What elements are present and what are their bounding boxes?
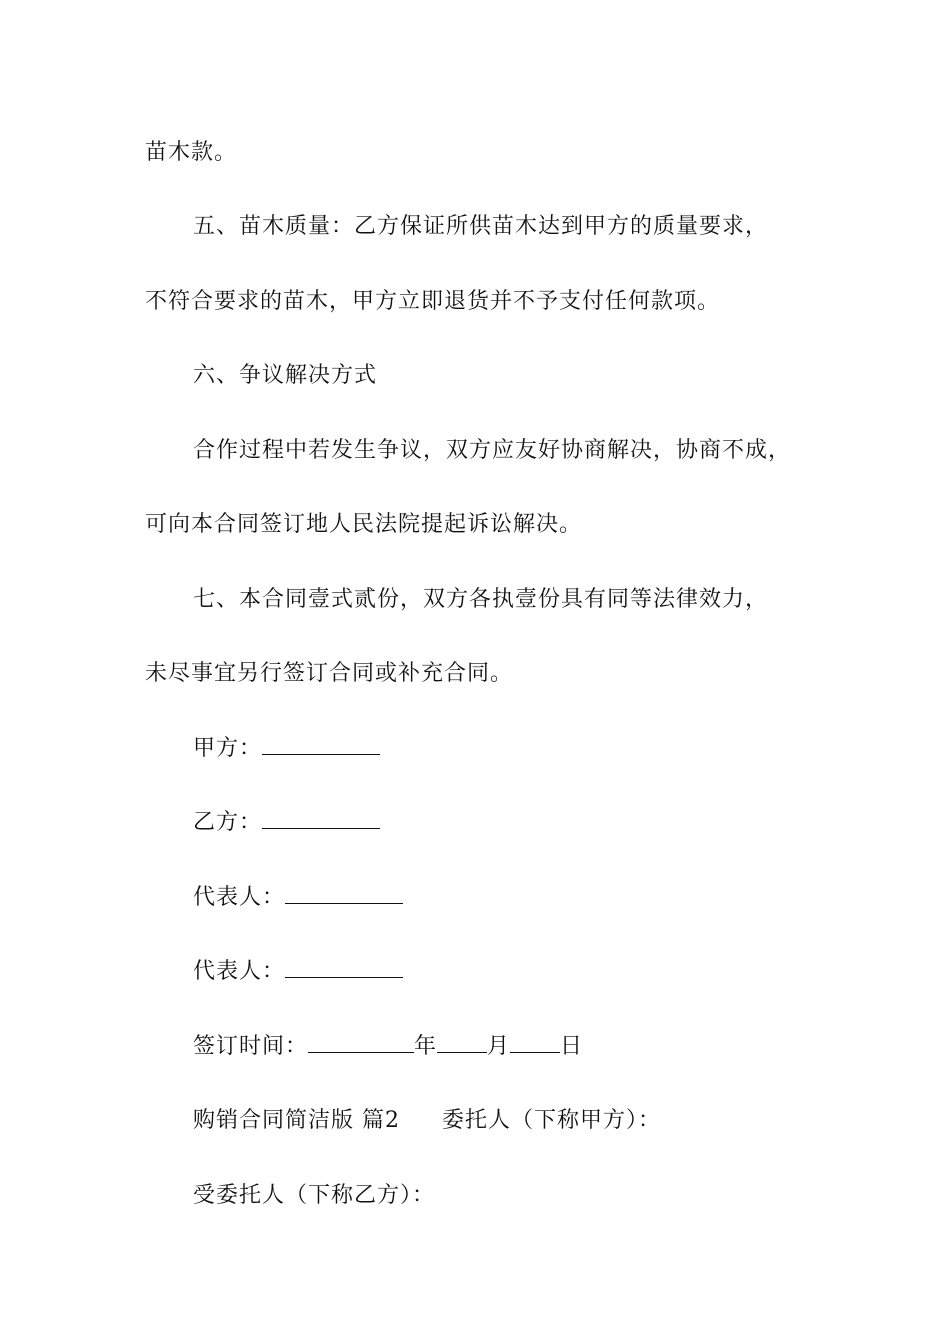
paragraph-line: 五、苗木质量：乙方保证所供苗木达到甲方的质量要求， (193, 214, 769, 239)
section-2-line (193, 1106, 661, 1136)
year-blank (308, 1032, 414, 1053)
month-blank (437, 1032, 487, 1053)
representative-a-line (193, 883, 403, 913)
party-b-signature-line (193, 808, 380, 838)
party-b-blank (262, 808, 380, 829)
representative-b-label: 代表人： (193, 959, 286, 984)
party-a-blank (262, 734, 380, 755)
agent-label: 受委托人（下称乙方）： (193, 1183, 436, 1208)
representative-a-blank (285, 883, 403, 904)
representative-a-label: 代表人： (193, 885, 286, 910)
paragraph-line: 合作过程中若发生争议，双方应友好协商解决，协商不成， (193, 438, 792, 463)
signing-date-line (193, 1032, 583, 1062)
section-2-title: 购销合同简洁版 篇2 (193, 1108, 400, 1133)
month-label: 月 (487, 1034, 511, 1059)
paragraph-line: 苗木款。 (145, 140, 238, 165)
signing-date-label: 签订时间： (193, 1034, 309, 1059)
year-label: 年 (414, 1034, 438, 1059)
section-heading: 六、争议解决方式 (193, 363, 378, 388)
representative-b-line (193, 957, 403, 987)
party-a-label: 甲方： (193, 736, 263, 761)
principal-label: 委托人（下称甲方）： (442, 1108, 662, 1133)
paragraph-line: 不符合要求的苗木，甲方立即退货并不予支付任何款项。 (145, 289, 721, 314)
day-blank (510, 1032, 560, 1053)
party-a-signature-line (193, 734, 380, 764)
day-label: 日 (560, 1034, 584, 1059)
paragraph-line: 未尽事宜另行签订合同或补充合同。 (145, 661, 514, 686)
paragraph-line: 七、本合同壹式贰份，双方各执壹份具有同等法律效力， (193, 587, 769, 612)
paragraph-line: 可向本合同签订地人民法院提起诉讼解决。 (145, 512, 583, 537)
party-b-label: 乙方： (193, 810, 263, 835)
representative-b-blank (285, 957, 403, 978)
